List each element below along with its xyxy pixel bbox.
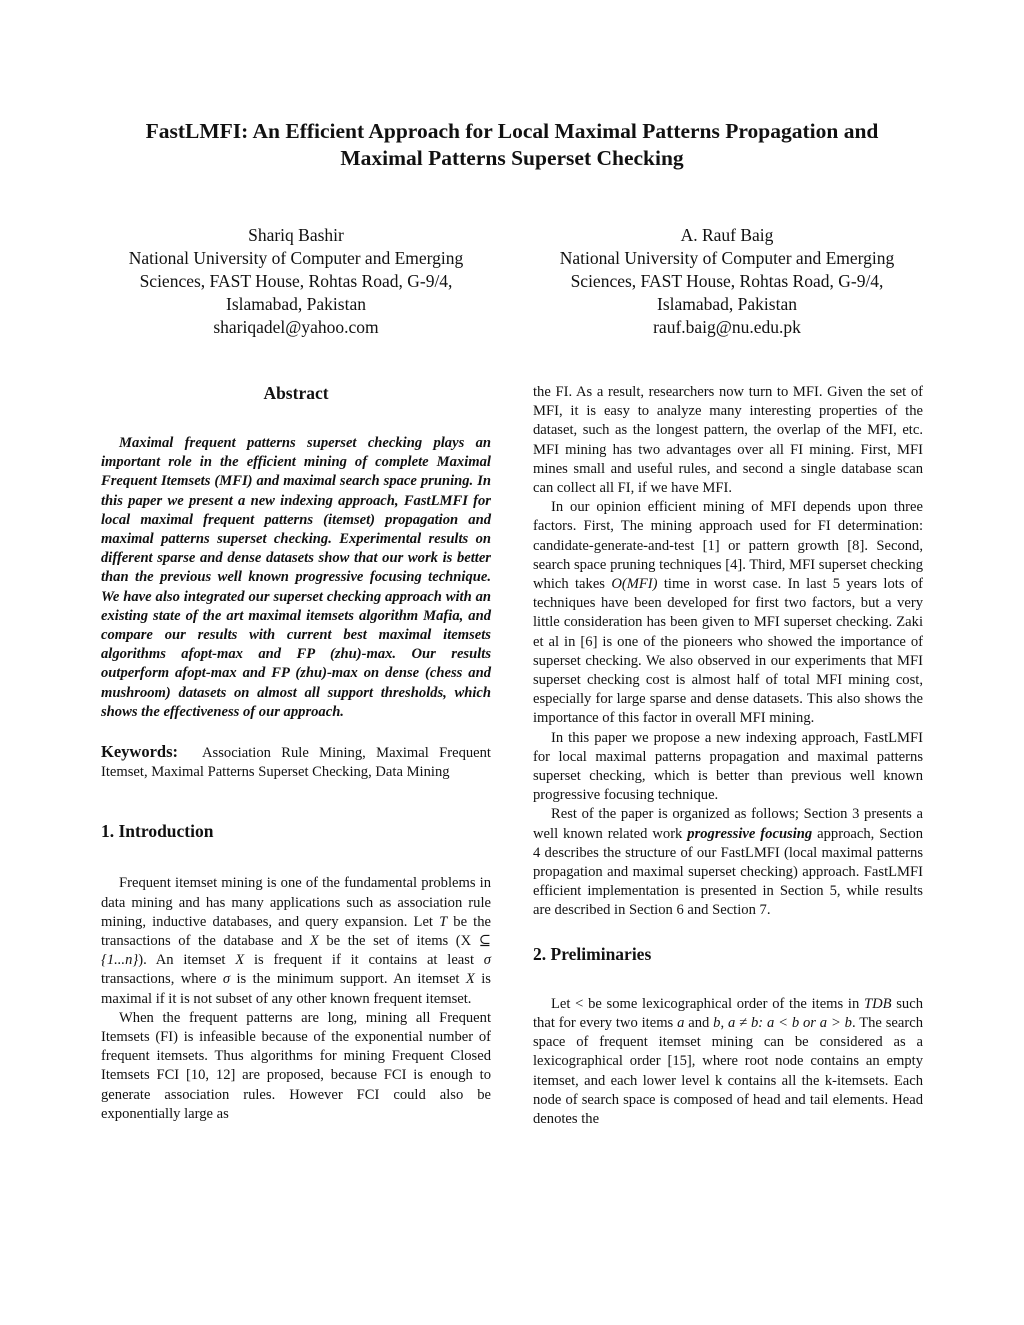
intro-paragraph-2: When the frequent patterns are long, mining all Frequent Itemsets (FI) is infeasible because of the exponential number of frequent itemsets. Thus algorithms for mining Frequent Closed Itemsets FCI [10, 12] are proposed, because FCI is enough to generate association rules. However FCI could also be exponentially large as bbox=[101, 1009, 491, 1122]
author-affiliation-line: Sciences, FAST House, Rohtas Road, G-9/4, bbox=[570, 271, 884, 291]
var-b: b bbox=[713, 1014, 721, 1031]
author-affiliation-line: Islamabad, Pakistan bbox=[226, 294, 366, 314]
preliminaries-heading: 2. Preliminaries bbox=[533, 943, 652, 964]
var-T: T bbox=[439, 913, 448, 930]
sigma-symbol: σ bbox=[483, 952, 491, 969]
intro-paragraph-3: the FI. As a result, researchers now turn to MFI. Given the set of MFI, it is easy to analyze many interesting properties of the dataset, such as the longest pattern, the overlap of the MFI, etc. MFI mining has two advantages over all FI mining. First, MFI mines small and useful rules, and second a single database scan can collect all FI, if we have MFI. bbox=[533, 384, 923, 497]
intro-paragraph-4: In our opinion efficient mining of MFI depends upon three factors. First, The mining approach used for FI determination: candidate-generate-and-test [1] or pattern growth [8]. Second, search space pruning techniques [4]. Third, MFI superset checking which takes O(MFI) time in worst case. In last 5 years lots of techniques have been developed for first two factors, but a very little consideration has been given to MFI superset checking. Zaki et al in [6] is one of the pioneers who showed the importance of superset checking. We also observed in our experiments that MFI superset checking cost is almost half of total MFI mining cost, especially for large sparse and dense datasets. This also shows the importance of this factor in overall MFI mining. bbox=[533, 499, 924, 727]
complexity-term: O(MFI) bbox=[611, 576, 658, 593]
author-affiliation-line: Sciences, FAST House, Rohtas Road, G-9/4, bbox=[139, 271, 453, 291]
emphasized-term: progressive focusing bbox=[687, 825, 813, 842]
author-affiliation-line: Islamabad, Pakistan bbox=[657, 294, 797, 314]
order-condition: a ≠ b: a < b or a > b bbox=[727, 1014, 852, 1031]
author-email: rauf.baig@nu.edu.pk bbox=[653, 317, 801, 337]
author-block-2 bbox=[527, 224, 927, 339]
intro-paragraph-5: In this paper we propose a new indexing approach, FastLMFI for local maximal patterns propagation and maximal patterns superset checking, which is better than previous well known progressive focusing technique. bbox=[533, 729, 923, 804]
author-name: Shariq Bashir bbox=[248, 225, 344, 245]
author-block-1 bbox=[96, 224, 496, 339]
author-affiliation-line: National University of Computer and Emerging bbox=[559, 248, 895, 268]
author-name: A. Rauf Baig bbox=[680, 225, 774, 245]
intro-paragraph-1: Frequent itemset mining is one of the fundamental problems in data mining and has many applications such as association rule mining, inductive databases, and query expansion. Let T be the transactions of the database and X be the set of items (X ⊆ {1...n}). An itemset X is frequent if it contains at least σ transactions, where σ is the minimum support. An itemset X is maximal if it is not subset of any other known frequent itemset. bbox=[101, 875, 491, 1007]
item-set: {1...n} bbox=[101, 952, 139, 969]
var-TDB: TDB bbox=[863, 995, 892, 1012]
author-email: shariqadel@yahoo.com bbox=[213, 317, 379, 337]
title-line-2: Maximal Patterns Superset Checking bbox=[340, 146, 684, 170]
subset-symbol: ⊆ bbox=[478, 933, 491, 950]
sigma-symbol: σ bbox=[222, 971, 231, 988]
var-X: X bbox=[309, 933, 319, 950]
abstract-heading: Abstract bbox=[263, 383, 329, 403]
title-line-1: FastLMFI: An Efficient Approach for Local Maximal Patterns Propagation and bbox=[145, 119, 879, 143]
keywords-text: Association Rule Mining, Maximal Frequent Itemset, Maximal Patterns Superset Checking, Data Mining bbox=[101, 745, 491, 781]
right-column bbox=[533, 383, 923, 1129]
var-X: X bbox=[465, 971, 475, 988]
paper-title bbox=[60, 118, 964, 172]
abstract-text: Maximal frequent patterns superset checking plays an important role in the efficient mining of complete Maximal Frequent Itemsets (MFI) and maximal search space pruning. In this paper we present a new indexing approach, FastLMFI for local maximal frequent patterns (itemset) propagation and maximal patterns superset checking. Experimental results on different sparse and dense datasets show that our work is better than the previous well known progressive focusing technique. We have also integrated our superset checking approach with an existing state of the art maximal itemsets algorithm Mafia, and compare our results with current best maximal itemsets algorithms afopt-max and FP (zhu)-max. Our results outperform afopt-max and FP (zhu)-max on dense (chess and mushroom) datasets on almost all support thresholds, which shows the effectiveness of our approach. bbox=[101, 435, 491, 720]
left-column bbox=[101, 380, 491, 1124]
keywords-label: Keywords: bbox=[101, 742, 178, 762]
author-affiliation-line: National University of Computer and Emerging bbox=[128, 248, 464, 268]
introduction-heading: 1. Introduction bbox=[101, 821, 214, 842]
intro-paragraph-6: Rest of the paper is organized as follows; Section 3 presents a well known related work progressive focusing approach, Section 4 describes the structure of our FastLMFI (local maximal patterns propagation and maximal superset checking) approach. FastLMFI efficient implementation is presented in Section 5, while results are described in Section 6 and Section 7. bbox=[533, 806, 923, 919]
preliminaries-paragraph-1: Let < be some lexicographical order of the items in TDB such that for every two items a and b, a ≠ b: a < b or a > b. The search space of frequent itemset mining can be considered as a lexicographical order [15], where root node contains an empty itemset, and each lower level k contains all the k-itemsets. Each node of search space is composed of head and tail elements. Head denotes the bbox=[533, 995, 923, 1127]
var-X: X bbox=[235, 952, 245, 969]
var-a: a bbox=[677, 1014, 685, 1031]
keywords-paragraph bbox=[101, 742, 491, 782]
